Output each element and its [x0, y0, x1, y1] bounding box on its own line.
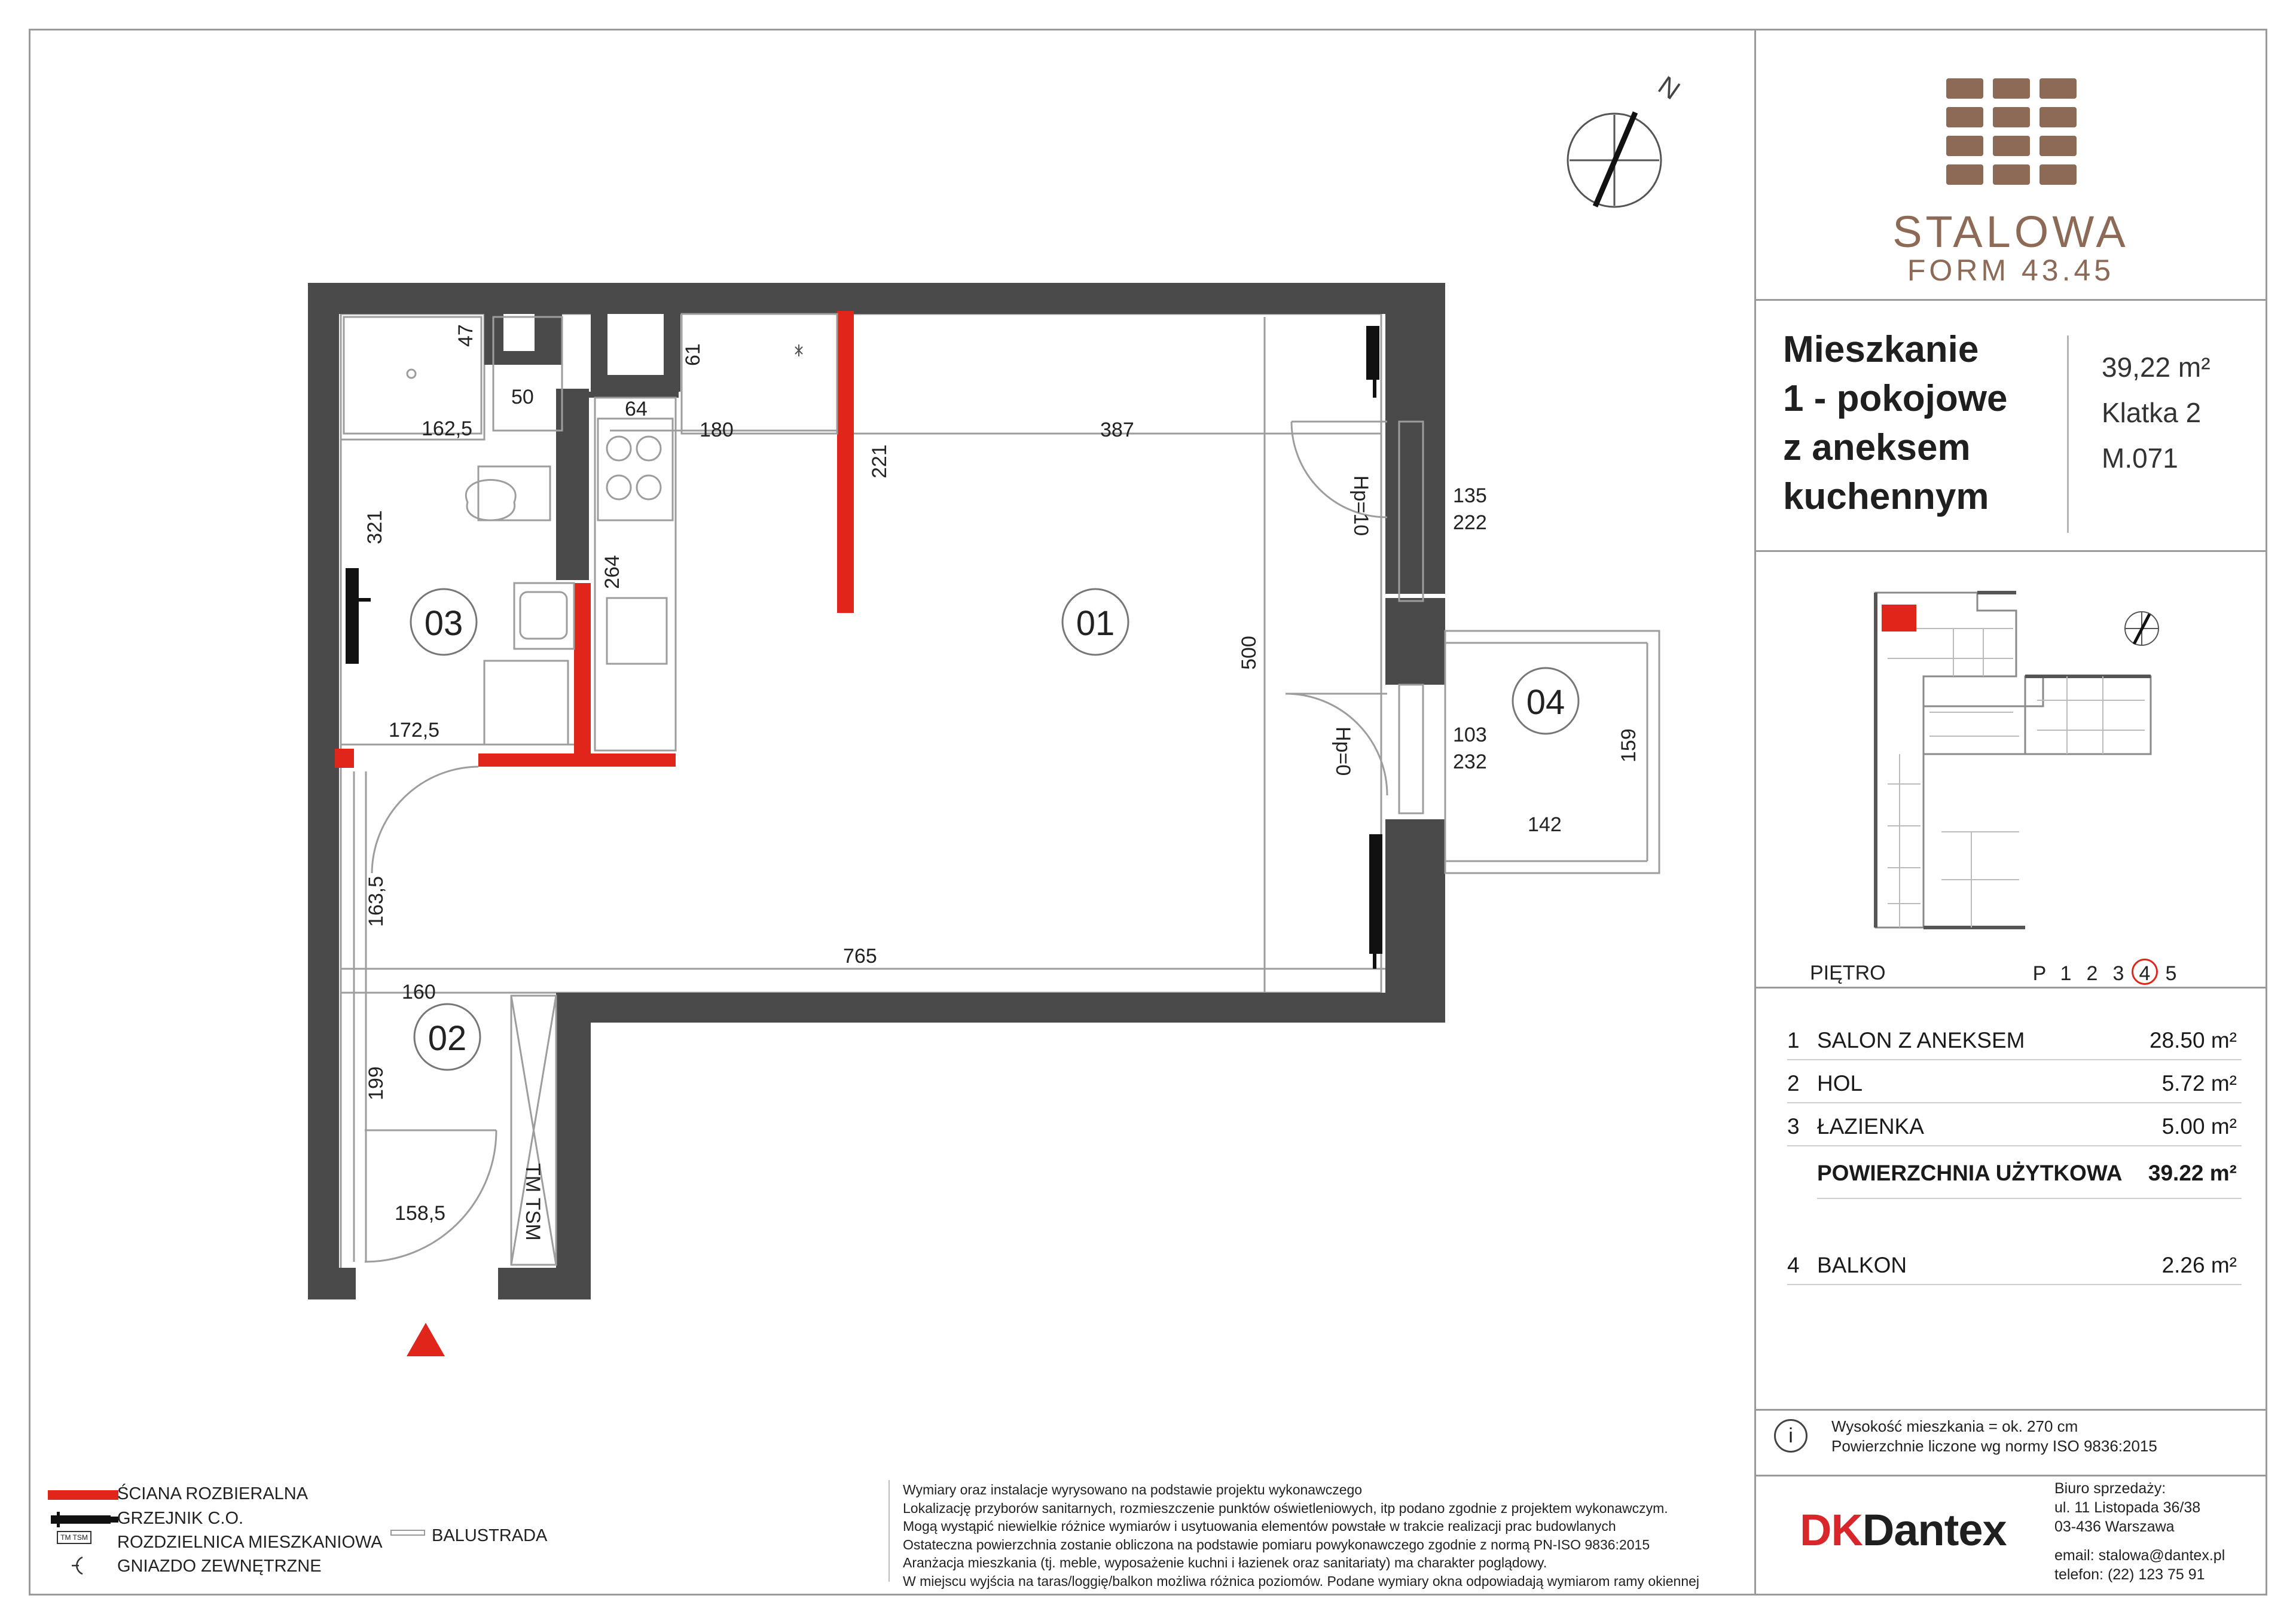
floor-selector — [2026, 962, 2184, 986]
dimension: 222 — [1453, 511, 1487, 534]
apartment-title-line: kuchennym — [1783, 476, 1989, 517]
walls — [308, 283, 1445, 1299]
apartment-area: 39,22 m² — [2102, 352, 2210, 383]
dimension: 172,5 — [389, 719, 440, 742]
dimension: 159 — [1617, 728, 1640, 762]
contact-line: Biuro sprzedaży: — [2054, 1480, 2166, 1497]
dimension: 180 — [700, 419, 734, 441]
building-key-plan — [1864, 557, 2175, 945]
title-separator — [2067, 335, 2069, 533]
dimension: 103 — [1453, 724, 1487, 746]
sales-office-contact — [2054, 1479, 2225, 1584]
dimension: 142 — [1528, 813, 1562, 836]
apartment-title-line: Mieszkanie — [1783, 329, 1979, 370]
removable-wall-swatch — [48, 1490, 118, 1500]
dimension: 160 — [402, 981, 436, 1003]
stalowa-logo-icon — [1946, 78, 2078, 192]
room-name: SALON Z ANEKSEM — [1817, 1028, 2025, 1052]
dimension: 321 — [364, 510, 386, 544]
height-note: Wysokość mieszkania = ok. 270 cm — [1831, 1417, 2078, 1435]
room-label-01: 01 — [1076, 604, 1115, 643]
legend-removable-wall: ŚCIANA ROZBIERALNA — [117, 1484, 309, 1503]
dantex-logo — [1800, 1505, 2007, 1555]
floor-option-current[interactable]: 4 — [2132, 959, 2158, 985]
dimension: 47 — [454, 324, 477, 347]
dimension: 162,5 — [422, 417, 473, 440]
apartment-staircase: Klatka 2 — [2102, 397, 2202, 428]
info-icon: i — [1774, 1419, 1808, 1453]
door-height-label: Hp=0 — [1332, 727, 1354, 776]
disclaimer-line: Lokalizację przyborów sanitarnych, rozmieszczenie punktów oświetleniowych, itp podano zgodnie z projektem wykonawczym. — [903, 1500, 1668, 1516]
norm-note: Powierzchnie liczone wg normy ISO 9836:2015 — [1831, 1437, 2157, 1455]
outdoor-socket-icon — [66, 1554, 90, 1578]
apartment-info — [2102, 344, 2210, 481]
radiators — [346, 326, 1382, 969]
dimension: 64 — [625, 398, 648, 420]
apartment-title — [1783, 325, 2007, 521]
floor-option[interactable]: 3 — [2112, 962, 2124, 985]
key-plan-compass-icon — [2125, 612, 2158, 645]
dimension: 387 — [1100, 419, 1134, 441]
radiator-icon — [48, 1508, 118, 1532]
total-row — [1787, 1161, 2242, 1197]
disclaimer-line: Ostateczna powierzchnia zostanie obliczona na podstawie pomiaru powykonawczego zgodnie z normą PN-ISO 9836:2015 — [903, 1536, 1650, 1552]
table-row — [1787, 1071, 2242, 1107]
total-area: 39.22 m² — [2148, 1161, 2237, 1185]
dimension: 163,5 — [365, 875, 387, 927]
floor-option[interactable]: P — [2032, 962, 2047, 985]
apartment-unit: M.071 — [2102, 443, 2178, 474]
dimension: 50 — [511, 386, 534, 408]
disclaimer-line: Mogą wystąpić niewielkie różnice wymiarów i usytuowania elementów powstałe w trakcie realizacji prac budowlanych — [903, 1518, 1616, 1534]
apartment-title-line: 1 - pokojowe — [1783, 378, 2008, 419]
distribution-box-icon: TM TSM — [57, 1531, 91, 1544]
dantex-logo-mark: DK — [1800, 1505, 1863, 1555]
contact-line: ul. 11 Listopada 36/38 — [2054, 1499, 2201, 1516]
table-row — [1787, 1253, 2242, 1289]
room-name: HOL — [1817, 1071, 1863, 1096]
room-number: 2 — [1787, 1071, 1800, 1096]
room-outline — [341, 314, 1381, 993]
dantex-logo-name: Dantex — [1862, 1505, 2007, 1555]
floor-option[interactable]: 5 — [2165, 962, 2177, 985]
room-number: 4 — [1787, 1253, 1800, 1277]
dimension: 264 — [601, 555, 624, 589]
contact-line: 03-436 Warszawa — [2054, 1518, 2175, 1535]
floor-option[interactable]: 2 — [2086, 962, 2098, 985]
room-number: 3 — [1787, 1114, 1800, 1139]
disclaimer-divider — [889, 1480, 890, 1582]
dimension: 232 — [1453, 751, 1487, 773]
unit-highlight — [1882, 605, 1916, 631]
railing-swatch — [390, 1530, 425, 1536]
contact-email[interactable]: email: stalowa@dantex.pl — [2054, 1547, 2225, 1564]
room-label-02: 02 — [428, 1019, 467, 1058]
brand-name: STALOWA — [1892, 207, 2129, 257]
room-area: 28.50 m² — [2149, 1028, 2237, 1052]
room-area: 5.72 m² — [2161, 1071, 2237, 1096]
dimension: 158,5 — [395, 1202, 446, 1225]
disclaimer-line: Aranżacja mieszkania (tj. meble, wyposażenie kuchni i łazienek oraz sanitariaty) ma charakter poglądowy. — [903, 1555, 1547, 1570]
dimension: 199 — [365, 1066, 387, 1100]
legend-radiator: GRZEJNIK C.O. — [117, 1509, 244, 1528]
room-number: 1 — [1787, 1028, 1800, 1052]
disclaimer-line: W miejscu wyjścia na taras/loggię/balkon możliwa różnica poziomów. Podane wymiary okna odpowiadają wymiarom ramy okiennej — [903, 1573, 1700, 1589]
room-name: ŁAZIENKA — [1817, 1114, 1924, 1139]
floor-selector-label: PIĘTRO — [1810, 962, 1886, 984]
disclaimer — [903, 1481, 1752, 1590]
contact-phone[interactable]: telefon: (22) 123 75 91 — [2054, 1566, 2205, 1583]
room-area: 2.26 m² — [2161, 1253, 2237, 1277]
info-panel — [1756, 30, 2266, 1594]
dimension: 765 — [843, 945, 877, 968]
room-label-03: 03 — [424, 604, 463, 643]
meter-box-label: TM TSM — [521, 1163, 544, 1241]
brand-subtitle: FORM 43.45 — [1907, 254, 2115, 287]
dimension: 221 — [868, 444, 891, 478]
legend-distribution-box: ROZDZIELNICA MIESZKANIOWA — [117, 1533, 383, 1552]
apartment-title-line: z aneksem — [1783, 427, 1971, 468]
compass-icon — [1568, 112, 1661, 207]
legend-outdoor-socket: GNIAZDO ZEWNĘTRZNE — [117, 1557, 322, 1576]
door-height-label: Hp=10 — [1349, 475, 1372, 536]
disclaimer-line: Wymiary oraz instalacje wyrysowano na podstawie projektu wykonawczego — [903, 1482, 1363, 1497]
room-area: 5.00 m² — [2161, 1114, 2237, 1139]
total-label: POWIERZCHNIA UŻYTKOWA — [1817, 1161, 2123, 1185]
room-name: BALKON — [1817, 1253, 1907, 1277]
dimension: 135 — [1453, 484, 1487, 507]
dimension: 61 — [682, 343, 704, 366]
compass-north-label: N — [1653, 71, 1686, 106]
table-row — [1787, 1028, 2242, 1064]
room-label-04: 04 — [1526, 683, 1565, 722]
entrance-marker-icon — [407, 1323, 445, 1356]
table-row — [1787, 1114, 2242, 1150]
dimension: 500 — [1238, 636, 1260, 670]
legend-railing: BALUSTRADA — [432, 1526, 548, 1545]
floor-option[interactable]: 1 — [2060, 962, 2072, 985]
